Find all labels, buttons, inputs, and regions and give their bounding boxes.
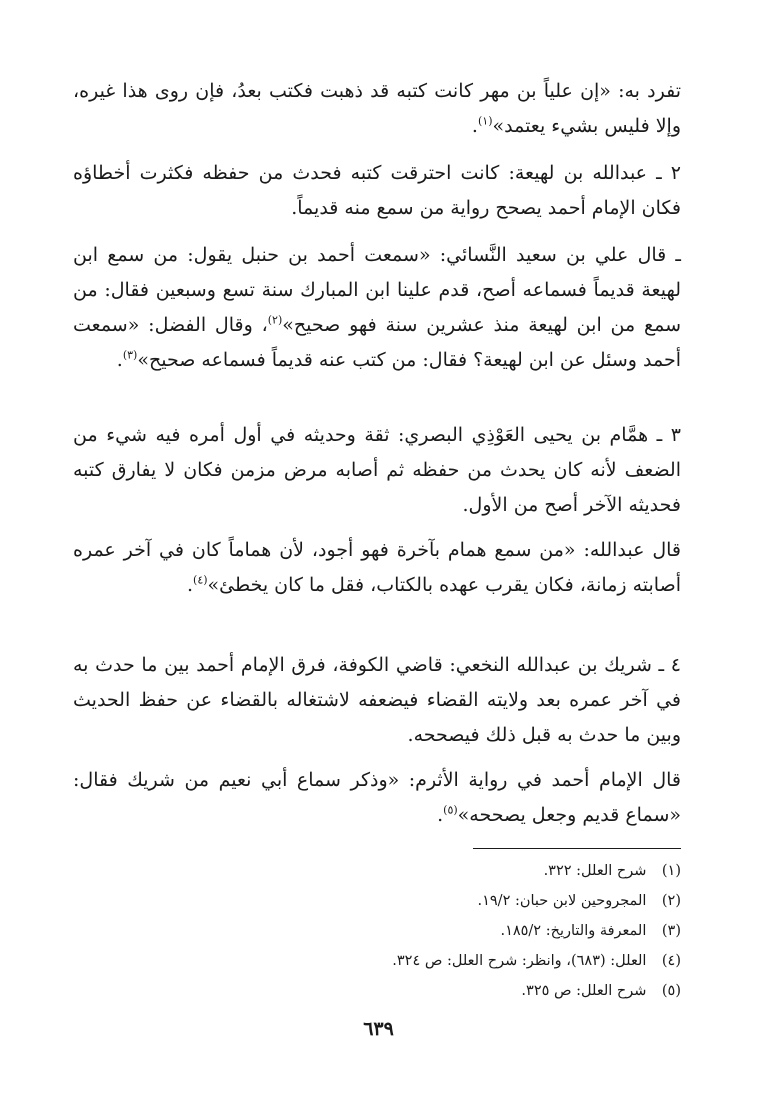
paragraph-hammam: ٣ ـ همَّام بن يحيى العَوْذِي البصري: ثقة وحديثه في أول أمره فيه شيء من الضعف لأنه كان يحدث من حفظه ثم أصابه مرض مزمن فكان لا يفارق كتبه فحديثه الآخر أصح من الأول. xyxy=(73,424,681,516)
footnote-text: المجروحين لابن حبان: ١٩/٢. xyxy=(477,893,647,909)
footnote-mark: (١) xyxy=(661,863,681,879)
footnote-mark: (٢) xyxy=(661,893,681,909)
paragraph-ibn-mahr: تفرد به: «إن علياً بن مهر كانت كتبه قد ذهبت فكتب بعدُ، فإن روى هذا غيره، وإلا فليس بشيء يعتمد»$^{(١)}$. xyxy=(73,80,681,137)
footnote-ref-4[interactable]: (٤) xyxy=(193,573,208,587)
footnote-mark: (٥) xyxy=(661,983,681,999)
footnote-ref-3[interactable]: (٣) xyxy=(122,348,138,362)
footnote-item xyxy=(73,946,681,976)
paragraph-athram-quote: قال الإمام أحمد في رواية الأثرم: «وذكر سماع أبي نعيم من شريك فقال: «سماع قديم وجعل يصححه»$^{(٥)}$. xyxy=(73,769,681,826)
paragraph-ibn-lahia: ٢ ـ عبدالله بن لهيعة: كانت احترقت كتبه فحدث من حفظه فكثرت أخطاؤه فكان الإمام أحمد يصحح رواية من سمع منه قديماً. xyxy=(73,162,681,219)
footnote-ref-5[interactable]: (٥) xyxy=(443,803,458,817)
paragraph-abdullah-quote: قال عبدالله: «من سمع همام بآخرة فهو أجود، لأن هماماً كان في آخر عمره أصابته زمانة، فكان يقرب عهده بالكتاب، فقل ما كان يخطئ»$^{(٤)}$. xyxy=(73,539,681,596)
page-number: ٦٣٩ xyxy=(363,1018,394,1040)
footnote-item xyxy=(73,916,681,946)
footnote-ref-1[interactable]: (١) xyxy=(477,114,493,128)
footnote-mark: (٣) xyxy=(661,923,681,939)
footnote-text: شرح العلل: ص ٣٢٥. xyxy=(521,983,647,999)
footnote-item xyxy=(73,856,681,886)
footnotes-list xyxy=(73,856,681,1006)
paragraph-sharik: ٤ ـ شريك بن عبدالله النخعي: قاضي الكوفة، فرق الإمام أحمد بين ما حدث به في آخر عمره بعد ولايته القضاء فيضعفه لاشتغاله بالقضاء عن حفظ الحديث وبين ما حدث به قبل ذلك فيصححه. xyxy=(73,654,681,746)
footnote-item xyxy=(73,886,681,916)
footnote-item xyxy=(73,976,681,1006)
footnote-text: المعرفة والتاريخ: ١٨٥/٢. xyxy=(500,923,647,939)
footnote-text: شرح العلل: ٣٢٢. xyxy=(543,863,647,879)
footnote-mark: (٤) xyxy=(661,953,681,969)
footnote-text: العلل: (٦٨٣)، وانظر: شرح العلل: ص ٣٢٤. xyxy=(392,953,647,969)
footnote-separator xyxy=(473,848,681,849)
paragraph-al-nasai-quote: ـ قال علي بن سعيد النَّسائي: «سمعت أحمد بن حنبل يقول: من سمع ابن لهيعة قديماً فسماعه أصح، قدم علينا ابن المبارك سنة تسع وسبعين فقال: من سمع من ابن لهيعة منذ عشرين سنة فهو صحيح»$^{(٢)}$، وقال الفضل: «سمعت أحمد وسئل عن ابن لهيعة؟ فقال: من كتب عنه قديماً فسماعه صحيح»$^{(٣)}$. xyxy=(73,244,682,371)
footnote-ref-2[interactable]: (٢) xyxy=(267,313,283,327)
